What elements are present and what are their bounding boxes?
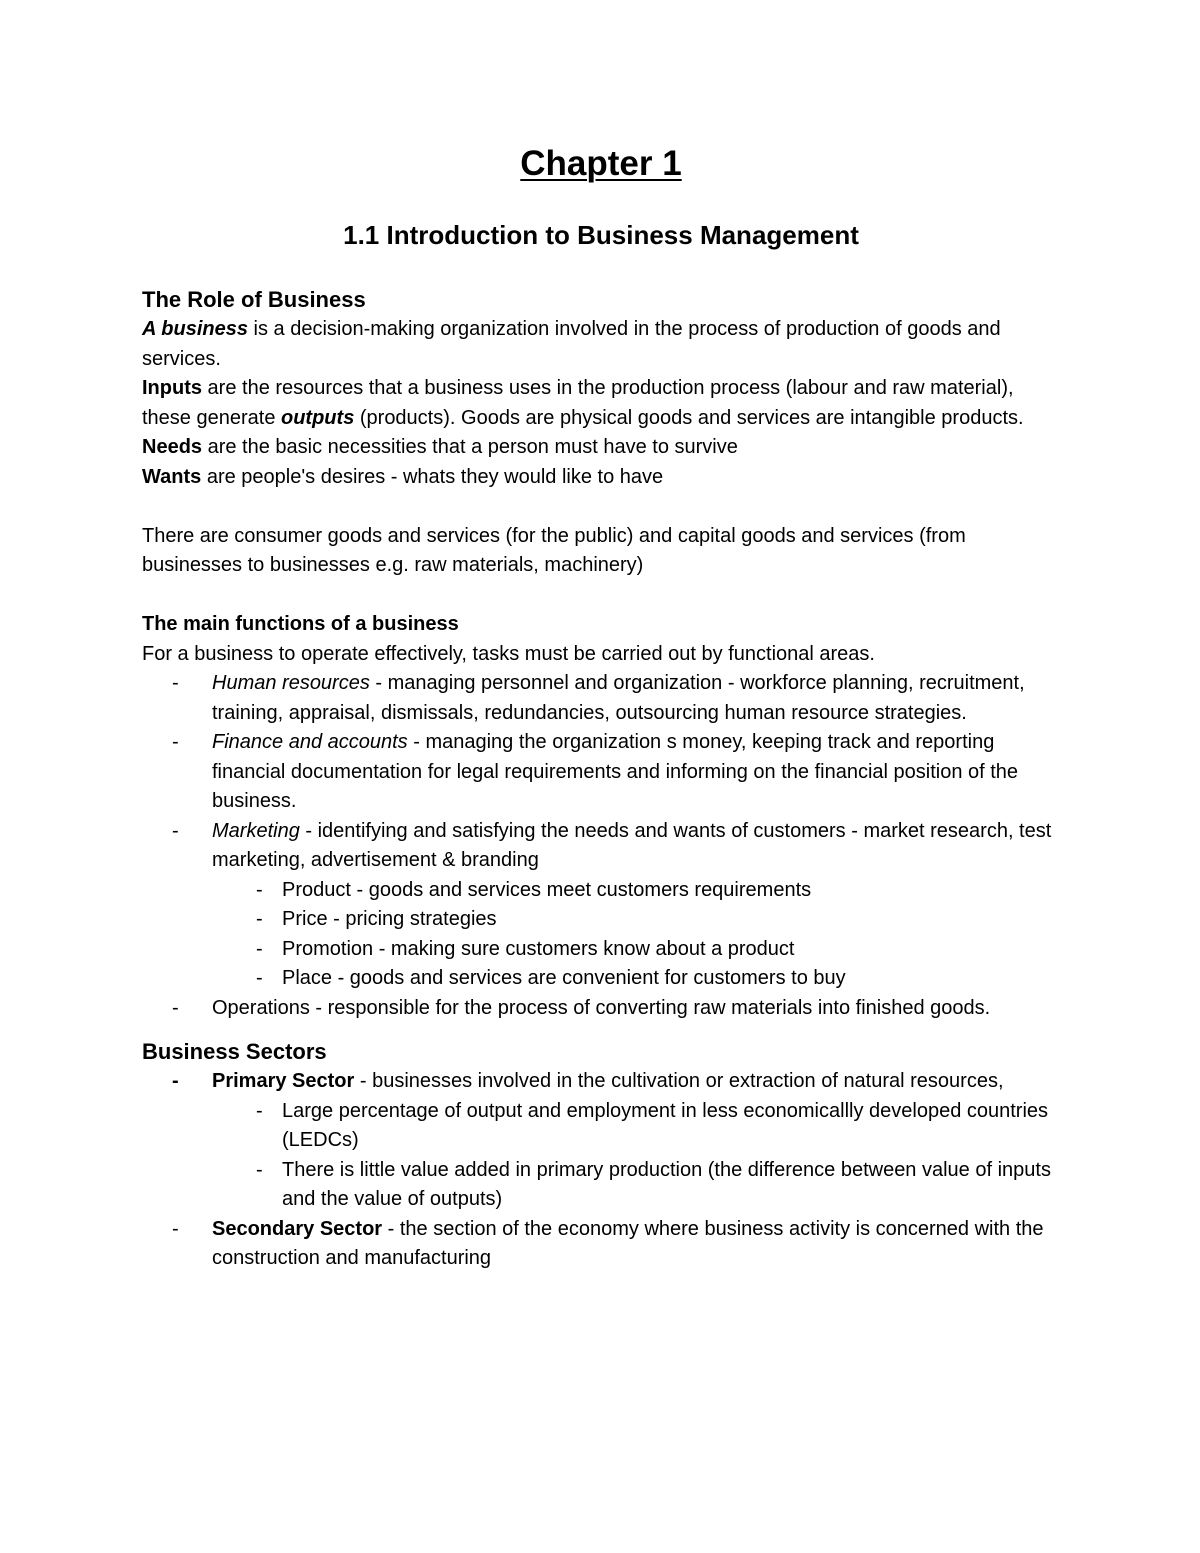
dash-bullet: - — [256, 1099, 263, 1122]
business-sectors-section — [142, 1037, 1060, 1274]
outputs-term: outputs — [281, 406, 355, 429]
marketing-sub-text: Promotion - making sure customers know about a product — [282, 937, 795, 960]
wants-term: Wants — [142, 465, 202, 488]
functions-heading: The main functions of a business — [142, 613, 459, 635]
list-item — [142, 1215, 1060, 1274]
function-text: - managing personnel and organization - workforce planning, recruitment, training, appraisal, dismissals, redundancies, outsourcing human resource strategies. — [212, 672, 1025, 724]
function-text: - managing the organization s money, keeping track and reporting financial documentation for legal requirements and informing on the financial position of the business. — [212, 731, 1019, 812]
dash-bullet: - — [172, 1070, 179, 1092]
primary-sub-text: Large percentage of output and employment in less economicallly developed countries (LEDCs) — [282, 1099, 1049, 1151]
chapter-title: Chapter 1 — [520, 144, 682, 183]
inputs-def-text-b: (products). Goods are physical goods and services are intangible products. — [354, 406, 1024, 429]
function-text: - identifying and satisfying the needs and wants of customers - market research, test marketing, advertisement & branding — [212, 819, 1052, 871]
business-term: A business — [142, 318, 248, 340]
functions-list — [142, 669, 1060, 1023]
marketing-sub-text: Price - pricing strategies — [282, 908, 497, 930]
wants-def-text: are people's desires - whats they would like to have — [201, 465, 664, 488]
list-item — [142, 817, 1060, 994]
list-item — [142, 728, 1060, 817]
sectors-list — [142, 1067, 1060, 1274]
dash-bullet: - — [256, 908, 263, 930]
functions-intro: For a business to operate effectively, tasks must be carried out by functional areas. — [142, 642, 875, 665]
dash-bullet: - — [172, 731, 179, 753]
consumer-capital-paragraph: There are consumer goods and services (for the public) and capital goods and services (from businesses to businesses e.g. raw materials, machinery) — [142, 524, 966, 576]
marketing-sublist — [212, 876, 1060, 994]
business-def-text: is a decision-making organization involved in the process of production of goods and services. — [142, 318, 1001, 370]
secondary-sector-term: Secondary Sector — [212, 1217, 383, 1240]
list-item — [212, 964, 1060, 994]
function-term: Marketing — [212, 819, 300, 842]
inputs-def-text-a: are the resources that a business uses in the production process (labour and raw material), these generate — [142, 377, 1014, 429]
primary-sub-text: There is little value added in primary production (the difference between value of inputs and the value of outputs) — [282, 1158, 1051, 1210]
functions-section — [142, 610, 1060, 1023]
list-item — [212, 876, 1060, 906]
dash-bullet: - — [256, 937, 263, 960]
list-item — [142, 669, 1060, 728]
list-item — [212, 1156, 1060, 1215]
section-title: 1.1 Introduction to Business Management — [343, 220, 859, 250]
dash-bullet: - — [256, 878, 263, 901]
function-term: Finance and accounts — [212, 731, 408, 753]
list-item — [212, 1097, 1060, 1156]
dash-bullet: - — [172, 996, 179, 1019]
wants-definition — [142, 463, 1060, 493]
list-item — [142, 1067, 1060, 1215]
needs-term: Needs — [142, 436, 203, 458]
needs-definition — [142, 433, 1060, 463]
inputs-term: Inputs — [142, 377, 202, 399]
list-item — [212, 935, 1060, 965]
sectors-heading: Business Sectors — [142, 1039, 327, 1064]
marketing-sub-text: Place - goods and services are convenient for customers to buy — [282, 967, 846, 989]
dash-bullet: - — [172, 672, 179, 694]
marketing-sub-text: Product - goods and services meet customers requirements — [282, 878, 812, 901]
dash-bullet: - — [172, 1217, 179, 1240]
role-heading: The Role of Business — [142, 287, 366, 312]
inputs-definition — [142, 374, 1060, 433]
dash-bullet: - — [256, 1158, 263, 1181]
primary-sector-text: - businesses involved in the cultivation or extraction of natural resources, — [354, 1070, 1004, 1092]
business-definition — [142, 315, 1060, 374]
spacer — [142, 581, 1060, 611]
dash-bullet: - — [172, 819, 179, 842]
dash-bullet: - — [256, 967, 263, 989]
function-term: Human resources — [212, 672, 370, 694]
primary-sublist — [212, 1097, 1060, 1215]
role-of-business-section — [142, 285, 1060, 581]
list-item — [212, 905, 1060, 935]
secondary-sector-text: - the section of the economy where business activity is concerned with the construction and manufacturing — [212, 1217, 1044, 1269]
list-item — [142, 994, 1060, 1024]
spacer — [142, 492, 1060, 522]
needs-def-text: are the basic necessities that a person must have to survive — [202, 436, 738, 458]
operations-text: Operations - responsible for the process of converting raw materials into finished goods. — [212, 996, 991, 1019]
primary-sector-term: Primary Sector — [212, 1070, 355, 1092]
